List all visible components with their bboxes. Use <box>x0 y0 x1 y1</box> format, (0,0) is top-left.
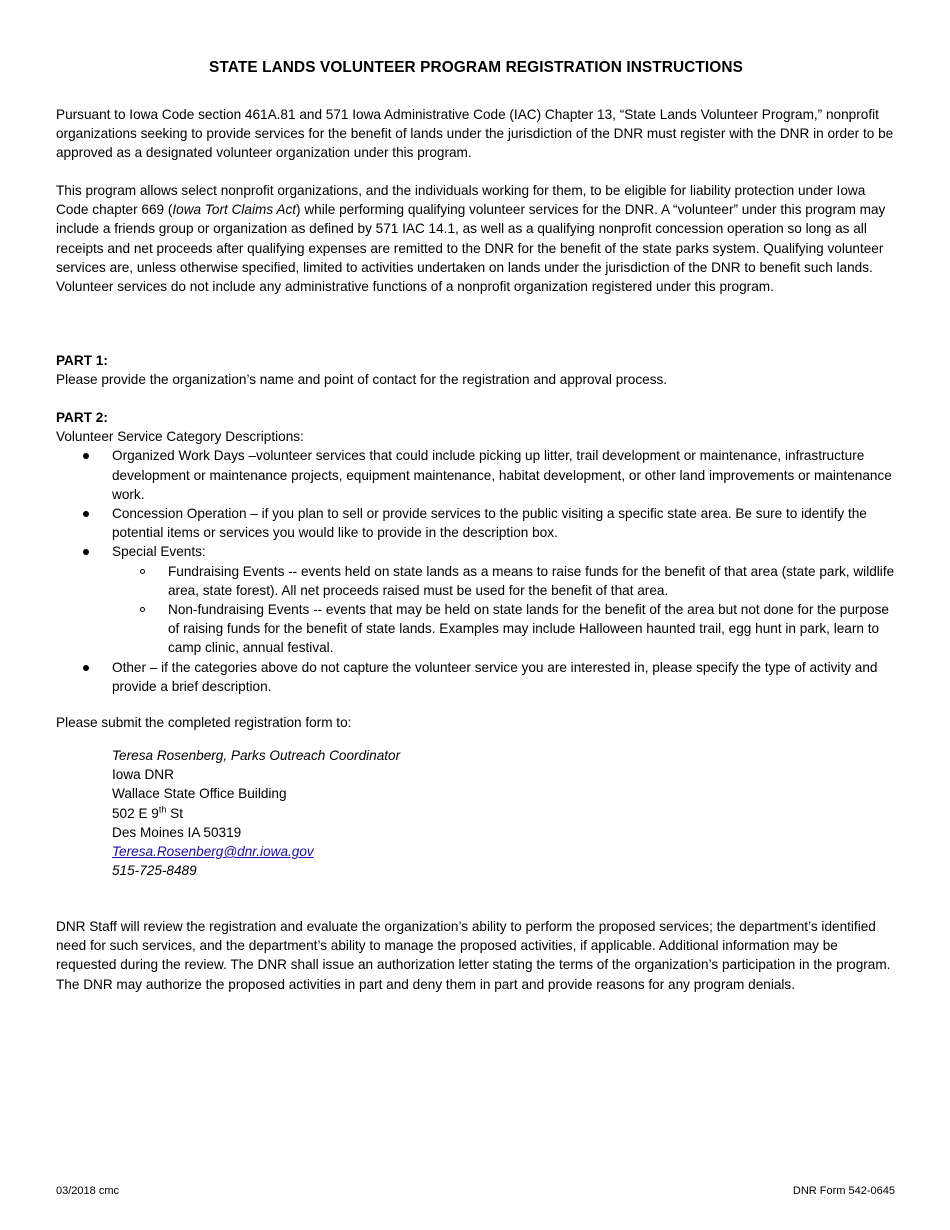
sub-list-item: Non-fundraising Events -- events that may be held on state lands for the benefit of the area but not done for the purpose of raising funds for the benefit of state lands. Examples may include Halloween haunted trail, egg hunt in park, learn to camp clinic, annual festival. <box>56 600 896 658</box>
part-1-section <box>56 351 896 389</box>
intro2-text-after: ) while performing qualifying volunteer services for the DNR. A “volunteer” under this program may include a friends group or organization as defined by 571 IAC 14.1, as well as a qualifying nonprofit concession operation so long as all receipts and net proceeds after qualifying expenses are remitted to the DNR for the benefit of the state parks system. Qualifying volunteer services are, unless otherwise specified, limited to activities undertaken on lands under the jurisdiction of the DNR to benefit such lands. Volunteer services do not include any administrative functions of a nonprofit organization registered under this program. <box>56 202 886 295</box>
contact-street <box>112 804 712 823</box>
part-2-subheading: Volunteer Service Category Descriptions: <box>56 429 304 445</box>
part-1-heading: PART 1: <box>56 353 108 368</box>
contact-phone: 515-725-8489 <box>112 863 197 879</box>
contact-email-link[interactable]: Teresa.Rosenberg@dnr.iowa.gov <box>112 844 314 860</box>
intro2-italic-act: Iowa Tort Claims Act <box>172 202 297 218</box>
contact-name: Teresa Rosenberg, Parks Outreach Coordinator <box>112 748 401 763</box>
intro-paragraph-1: Pursuant to Iowa Code section 461A.81 and 571 Iowa Administrative Code (IAC) Chapter 13, “State Lands Volunteer Program,” nonprofit organizations seeking to provide services for the benefit of lands under the jurisdiction of the DNR must register with the DNR in order to be approved as a designated volunteer organization under this program. <box>56 107 894 161</box>
page-title: STATE LANDS VOLUNTEER PROGRAM REGISTRATION INSTRUCTIONS <box>209 59 743 76</box>
contact-address <box>112 746 712 880</box>
intro-paragraph-2 <box>56 181 896 296</box>
contact-building: Wallace State Office Building <box>112 786 287 802</box>
review-paragraph: DNR Staff will review the registration and evaluate the organization’s ability to perform the proposed services; the department’s identified need for such services, and the department’s ability to manage the proposed activities, if applicable. Additional information may be requested during the review. The DNR shall issue an authorization letter stating the terms of the organization’s participation in the program. The DNR may authorize the proposed activities in part and deny them in part and provide reasons for any program denials. <box>56 919 891 992</box>
list-item: Special Events: <box>56 542 896 561</box>
part-2-section <box>56 408 896 696</box>
sub-list-item: Fundraising Events -- events held on state lands as a means to raise funds for the benefit of that area (state park, wildlife area, state forest). All net proceeds raised must be used for the benefit of that area. <box>56 562 896 600</box>
list-item: Concession Operation – if you plan to sell or provide services to the public visiting a specific state area. Be sure to identify the potential items or services you would like to provide in the description box. <box>56 504 896 542</box>
street-suffix: St <box>166 805 184 821</box>
part-2-heading: PART 2: <box>56 410 108 425</box>
contact-org: Iowa DNR <box>112 767 174 783</box>
list-item: Other – if the categories above do not capture the volunteer service you are interested in, please specify the type of activity and provide a brief description. <box>56 658 896 696</box>
footer-form-number: DNR Form 542-0645 <box>792 1185 895 1197</box>
street-number: 502 E 9 <box>112 805 159 821</box>
submit-instructions: Please submit the completed registration form to: <box>56 715 352 730</box>
intro2-text-before: This program allows select nonprofit organizations, and the individuals working for them, to be eligible for liability protection under Iowa Code chapter 669 ( <box>56 183 866 218</box>
street-ordinal: th <box>158 804 167 815</box>
part-1-text: Please provide the organization’s name and point of contact for the registration and approval process. <box>56 372 668 388</box>
category-list <box>56 446 896 696</box>
list-item: Organized Work Days –volunteer services that could include picking up litter, trail development or maintenance, infrastructure development or maintenance projects, equipment maintenance, habitat development, or other land improvements or maintenance work. <box>56 446 896 504</box>
footer-date-code: 03/2018 cmc <box>56 1185 119 1197</box>
contact-city: Des Moines IA 50319 <box>112 824 242 840</box>
